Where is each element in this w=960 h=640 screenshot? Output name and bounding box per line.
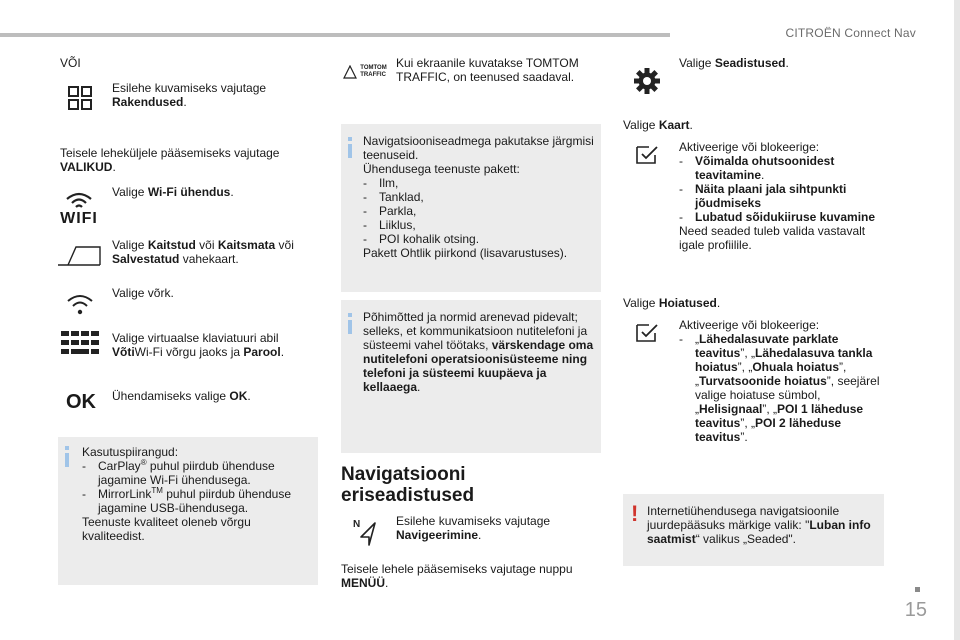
- info-dot-icon: [65, 446, 69, 450]
- svg-text:N: N: [353, 519, 361, 530]
- checkbox-check-icon: [634, 322, 660, 344]
- usage-limits-text: [82, 445, 312, 543]
- alerts-option-item: - „Lähedalasuvate parklate teavitus”, „Lähedalasuva tankla hoiatus”, „Ohuala hoiatus”, „Turvatsoonide hoiatus”, seejärel valige hoiatuse sümbol, „Helisignaal”, „POI 1 läheduse teavitus”, „POI 2 läheduse teavitus”.: [679, 332, 891, 444]
- section-heading-line1: Navigatsiooni: [341, 464, 466, 485]
- service-item: - Parkla,: [363, 204, 595, 218]
- tomtom-icon-line1: TOMTOM: [360, 65, 387, 71]
- tab-icon: [56, 244, 102, 268]
- usage-limit-item: - MirrorLink™ puhul piirdub ühenduse jagamine USB-ühendusega.: [82, 487, 312, 515]
- page-marker: [915, 587, 920, 592]
- map-options-tail: Need seaded tuleb valida vastavalt igale profiilile.: [679, 224, 866, 252]
- service-item: - Ilm,: [363, 176, 595, 190]
- menu-instruction: Teisele lehele pääsemiseks vajutage nuppu MENÜÜ.: [341, 562, 573, 590]
- info-icon: [348, 144, 352, 158]
- map-option-item: - Näita plaani jala sihtpunkti jõudmiseks: [679, 182, 889, 210]
- header-rule: [0, 33, 670, 37]
- services-text: [363, 134, 595, 260]
- service-item: - POI kohalik otsing.: [363, 232, 595, 246]
- wifi-icon: [58, 188, 100, 230]
- tomtom-traffic-icon: [342, 62, 388, 82]
- alerts-options-intro: Aktiveerige või blokeerige:: [679, 318, 820, 332]
- wifi-instruction: Valige Wi-Fi ühendus.: [112, 185, 234, 199]
- map-options: [679, 140, 889, 252]
- map-option-item: - Lubatud sõidukiiruse kuvamine: [679, 210, 889, 224]
- map-instruction: Valige Kaart.: [623, 118, 693, 132]
- network-instruction: Valige võrk.: [112, 286, 174, 300]
- tomtom-text: Kui ekraanile kuvatakse TOMTOM TRAFFIC, on teenused saadaval.: [396, 56, 579, 84]
- gear-icon: [632, 66, 662, 96]
- ok-instruction: Ühendamiseks valige OK.: [112, 389, 251, 403]
- map-options-intro: Aktiveerige või blokeerige:: [679, 140, 820, 154]
- internet-access-text: Internetiühendusega navigatsioonile juurdepääsuks märkige valik: "Luban info saatmist“ valikus „Seaded".: [647, 504, 871, 546]
- usage-limits-tail: Teenuste kvaliteet oleneb võrgu kvaliteedist.: [82, 515, 251, 543]
- wifi-icon-label: WIFI: [60, 210, 98, 227]
- info-dot-icon: [348, 137, 352, 141]
- tab-instruction: Valige Kaitstud või Kaitsmata või Salvestatud vahekaart.: [112, 238, 294, 266]
- keyboard-instruction: Valige virtuaalse klaviatuuri abil VõtiWi-Fi võrgu jaoks ja Parool.: [112, 331, 285, 359]
- info-icon: [65, 453, 69, 467]
- usage-limit-item: - CarPlay® puhul piirdub ühenduse jagamine Wi-Fi ühendusega.: [82, 459, 312, 487]
- settings-instruction: Valige Seadistused.: [679, 56, 789, 70]
- service-item: - Tanklad,: [363, 190, 595, 204]
- brand-title: CITROËN Connect Nav: [785, 26, 916, 40]
- apps-grid-icon: [66, 84, 94, 112]
- services-intro: Navigatsiooniseadmega pakutakse järgmisi teenuseid.: [363, 134, 594, 162]
- alerts-instruction: Valige Hoiatused.: [623, 296, 721, 310]
- services-note: [341, 124, 601, 292]
- services-tail: Pakett Ohtlik piirkond (lisavarustuses).: [363, 246, 568, 260]
- checkbox-check-icon: [634, 144, 660, 166]
- navigation-instruction: Esilehe kuvamiseks vajutage Navigeerimine.: [396, 514, 551, 542]
- services-package: Ühendusega teenuste pakett:: [363, 162, 520, 176]
- ok-icon: OK: [66, 391, 96, 413]
- info-icon: [348, 320, 352, 334]
- page-edge: [954, 0, 960, 640]
- keyboard-icon: [60, 330, 100, 356]
- smartphone-update-note: [341, 300, 601, 453]
- apps-instruction: Esilehe kuvamiseks vajutage Rakendused.: [112, 81, 267, 109]
- section-heading-line2: eriseadistused: [341, 485, 475, 506]
- warning-exclamation-icon: !: [631, 501, 639, 526]
- network-signal-icon: [64, 290, 96, 318]
- usage-limits-note: [58, 437, 318, 585]
- alerts-options: [679, 318, 891, 444]
- page-number: 15: [904, 599, 927, 621]
- usage-limits-title: Kasutuspiirangud:: [82, 445, 179, 459]
- navigation-compass-icon: [352, 516, 382, 548]
- section-heading: [341, 464, 474, 506]
- map-option-item: - Võimalda ohutsoonidest teavitamine.: [679, 154, 889, 182]
- smartphone-update-text: Põhimõtted ja normid arenevad pidevalt; selleks, et kommunikatsioon nutitelefoni ja süsteemi vahel töötaks, värskendage oma nutitelefoni operatsioonisüsteeme ning telefoni ja süsteemi kuupäeva ja kellaaega.: [363, 310, 594, 394]
- info-dot-icon: [348, 313, 352, 317]
- tomtom-icon-line2: TRAFFIC: [360, 72, 386, 78]
- service-item: - Liiklus,: [363, 218, 595, 232]
- next-page-instruction: Teisele leheküljele pääsemiseks vajutage VALIKUD.: [60, 146, 280, 174]
- internet-access-warning: [623, 494, 884, 566]
- or-label: VÕI: [60, 56, 81, 70]
